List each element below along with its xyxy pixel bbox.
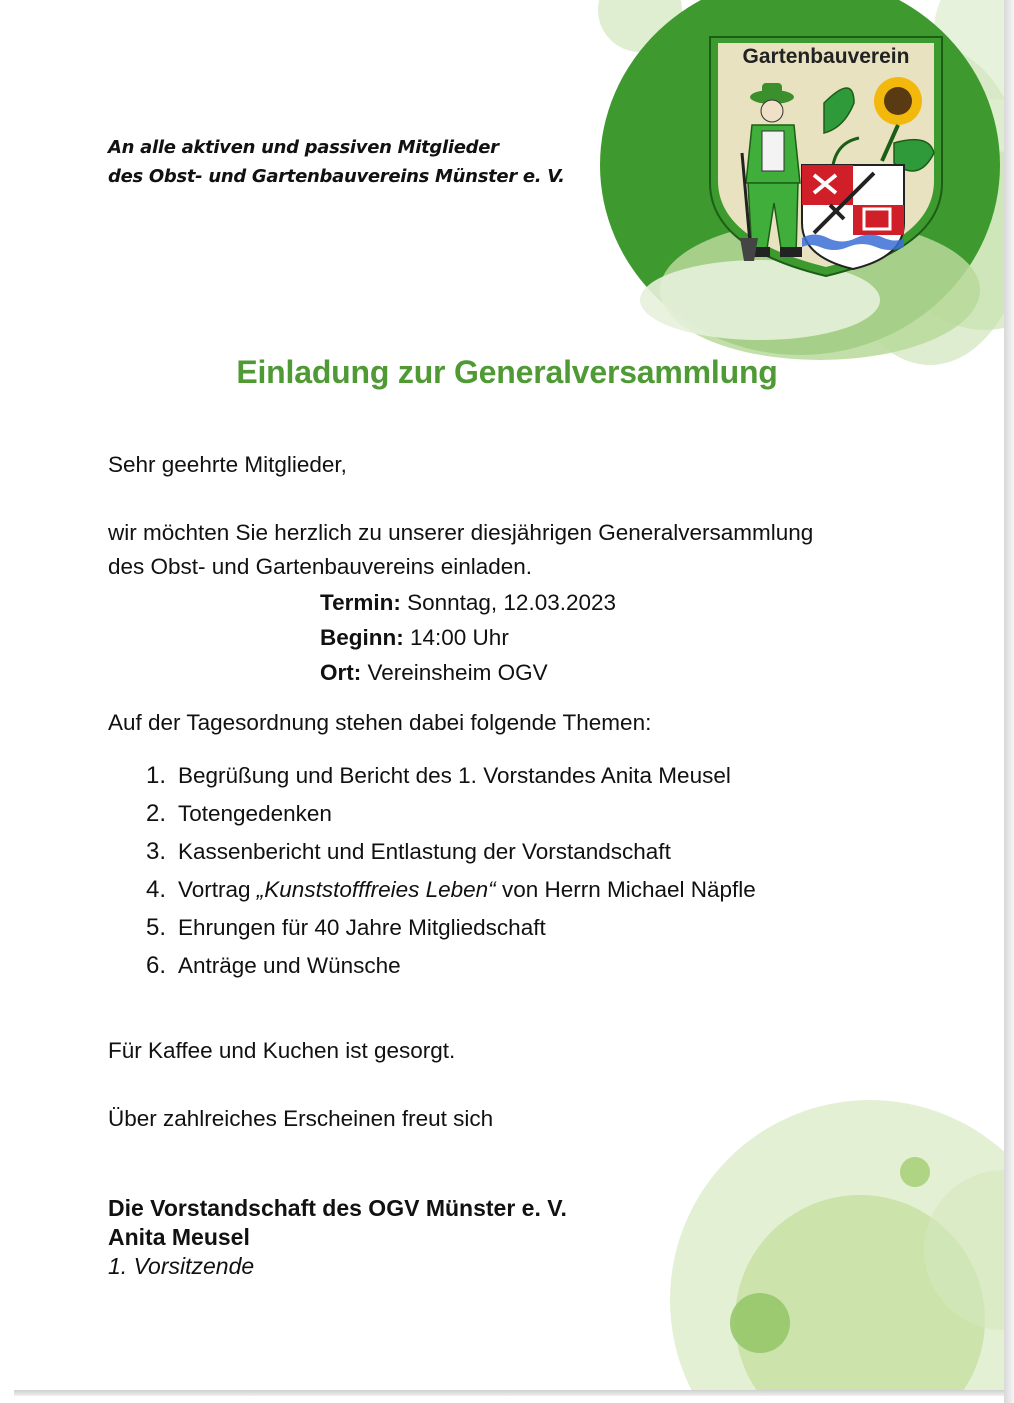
detail-ort: [320, 655, 616, 690]
signature-block: [108, 1194, 567, 1281]
termin-label: Termin:: [320, 590, 401, 615]
document-title: Einladung zur Generalversammlung: [236, 354, 778, 390]
agenda-item-text: Begrüßung und Bericht des 1. Vorstandes Anita Meusel: [178, 763, 731, 788]
addressee-line-1: An alle aktiven und passiven Mitglieder: [108, 137, 499, 158]
greeting: Sehr geehrte Mitglieder,: [108, 452, 347, 477]
intro-line-2: des Obst- und Gartenbauvereins einladen.: [108, 554, 533, 579]
agenda-item: [146, 873, 756, 911]
signature-organization: Die Vorstandschaft des OGV Münster e. V.: [108, 1195, 567, 1221]
beginn-label: Beginn:: [320, 625, 404, 650]
beginn-value: 14:00 Uhr: [403, 625, 509, 650]
closing-line: Über zahlreiches Erscheinen freut sich: [108, 1106, 494, 1131]
club-crest-icon: [704, 33, 948, 279]
agenda-item-text: Kassenbericht und Entlastung der Vorstandschaft: [178, 839, 671, 864]
agenda-item: [146, 835, 756, 873]
page-shadow-right: [1004, 0, 1014, 1403]
agenda-item-number: 1.: [146, 762, 167, 789]
ort-value: Vereinsheim OGV: [361, 660, 548, 685]
intro-paragraph: [108, 516, 813, 584]
agenda-item-prefix: Vortrag: [178, 877, 257, 902]
page-shadow-bottom: [14, 1390, 1004, 1396]
signature-role: 1. Vorsitzende: [108, 1253, 255, 1279]
agenda-item-text: Anträge und Wünsche: [178, 953, 401, 978]
coffee-note: Für Kaffee und Kuchen ist gesorgt.: [108, 1038, 456, 1063]
agenda-item-suffix: von Herrn Michael Näpfle: [495, 877, 756, 902]
agenda-item: [146, 949, 756, 987]
agenda-item: [146, 911, 756, 949]
agenda-item-number: 5.: [146, 914, 167, 941]
termin-value: Sonntag, 12.03.2023: [400, 590, 617, 615]
intro-line-1: wir möchten Sie herzlich zu unserer diesjährigen Generalversammlung: [108, 520, 814, 545]
agenda-item-talk-title: „Kunststofffreies Leben“: [256, 877, 496, 902]
addressee-line-2: des Obst- und Gartenbauvereins Münster e. V.: [108, 166, 565, 187]
event-details: [320, 585, 616, 690]
club-logo: [704, 33, 948, 279]
agenda-item-text: Totengedenken: [178, 801, 332, 826]
agenda-item-number: 4.: [146, 876, 167, 903]
logo-label: Gartenbauverein: [742, 45, 910, 68]
agenda-item-number: 3.: [146, 838, 167, 865]
agenda-item: [146, 759, 756, 797]
detail-termin: [320, 585, 616, 620]
ort-label: Ort:: [320, 660, 362, 685]
agenda-item-number: 6.: [146, 952, 167, 979]
addressee-block: [108, 133, 565, 191]
agenda-list: [146, 759, 756, 987]
agenda-item-number: 2.: [146, 800, 167, 827]
agenda-item-text: Ehrungen für 40 Jahre Mitgliedschaft: [178, 915, 546, 940]
signature-name: Anita Meusel: [108, 1224, 250, 1250]
detail-beginn: [320, 620, 616, 655]
agenda-item: [146, 797, 756, 835]
agenda-intro: Auf der Tagesordnung stehen dabei folgende Themen:: [108, 710, 652, 735]
